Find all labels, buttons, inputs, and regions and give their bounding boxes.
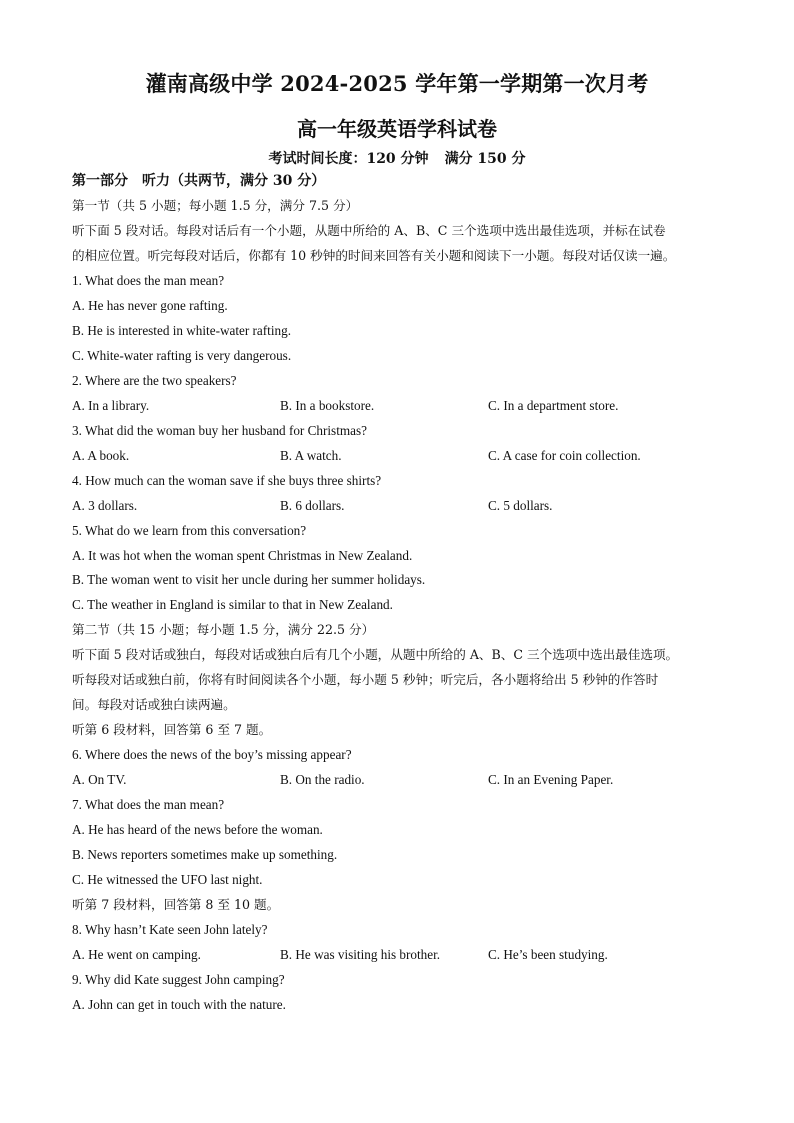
option-b: B. He is interested in white-water rafting.: [72, 323, 291, 338]
section2-instruction-line: 听下面 5 段对话或独白，每段对话或独白后有几个小题，从题中所给的 A、B、C 三个选项中选出最佳选项。: [72, 647, 679, 662]
option-b: B. In a bookstore.: [280, 398, 375, 413]
option-a: A. On TV.: [72, 772, 127, 787]
material-note: 听第 6 段材料，回答第 6 至 7 题。: [72, 722, 272, 737]
option-a: A. It was hot when the woman spent Christmas in New Zealand.: [72, 548, 413, 563]
exam-title: 灌南高级中学 2024-2025 学年第一学期第一次月考: [145, 71, 649, 96]
section1-instruction-line: 的相应位置。听完每段对话后，你都有 10 秒钟的时间来回答有关小题和阅读下一小题。每段对话仅读一遍。: [72, 248, 676, 263]
exam-subtitle: 高一年级英语学科试卷: [297, 117, 497, 141]
question-stem: 2. Where are the two speakers?: [72, 373, 237, 388]
option-a: A. 3 dollars.: [72, 498, 138, 513]
section2-instruction-line: 听每段对话或独白前，你将有时间阅读各个小题，每小题 5 秒钟；听完后，各小题将给出 5 秒钟的作答时: [72, 672, 659, 687]
exam-info: [0, 148, 794, 168]
option-c: C. The weather in England is similar to that in New Zealand.: [72, 597, 393, 612]
option-c: C. 5 dollars.: [488, 498, 553, 513]
option-b: B. News reporters sometimes make up something.: [72, 847, 338, 862]
option-b: B. A watch.: [280, 448, 342, 463]
option-a: A. A book.: [72, 448, 130, 463]
option-a: A. He has heard of the news before the woman.: [72, 822, 323, 837]
exam-full-score: 满分 150 分: [444, 151, 526, 167]
question-stem: 6. Where does the news of the boy’s missing appear?: [72, 747, 352, 762]
option-c: C. A case for coin collection.: [488, 448, 641, 463]
option-a: A. He went on camping.: [72, 947, 201, 962]
question-stem: 9. Why did Kate suggest John camping?: [72, 972, 285, 987]
option-a: A. He has never gone rafting.: [72, 298, 228, 313]
exam-duration: 考试时间长度：120 分钟: [268, 151, 429, 167]
option-c: C. In an Evening Paper.: [488, 772, 614, 787]
part1-heading: 第一部分 听力（共两节，满分 30 分）: [72, 173, 326, 189]
option-a: A. John can get in touch with the nature.: [72, 997, 286, 1012]
option-b: B. He was visiting his brother.: [280, 947, 441, 962]
question-stem: 7. What does the man mean?: [72, 797, 225, 812]
question-stem: 1. What does the man mean?: [72, 273, 225, 288]
section1-heading: 第一节（共 5 小题；每小题 1.5 分，满分 7.5 分）: [72, 198, 359, 213]
question-stem: 3. What did the woman buy her husband for Christmas?: [72, 423, 367, 438]
option-c: C. He’s been studying.: [488, 947, 608, 962]
question-stem: 5. What do we learn from this conversation?: [72, 523, 307, 538]
option-b: B. The woman went to visit her uncle during her summer holidays.: [72, 572, 426, 587]
section2-instruction-line: 间。每段对话或独白读两遍。: [72, 697, 236, 712]
option-c: C. In a department store.: [488, 398, 619, 413]
option-b: B. On the radio.: [280, 772, 365, 787]
option-a: A. In a library.: [72, 398, 150, 413]
section1-instruction-line: 听下面 5 段对话。每段对话后有一个小题，从题中所给的 A、B、C 三个选项中选出最佳选项，并标在试卷: [72, 223, 666, 238]
question-stem: 8. Why hasn’t Kate seen John lately?: [72, 922, 268, 937]
option-c: C. White-water rafting is very dangerous.: [72, 348, 292, 363]
section2-heading: 第二节（共 15 小题；每小题 1.5 分，满分 22.5 分）: [72, 622, 375, 637]
option-b: B. 6 dollars.: [280, 498, 345, 513]
question-stem: 4. How much can the woman save if she buys three shirts?: [72, 473, 382, 488]
option-c: C. He witnessed the UFO last night.: [72, 872, 263, 887]
material-note: 听第 7 段材料，回答第 8 至 10 题。: [72, 897, 280, 912]
